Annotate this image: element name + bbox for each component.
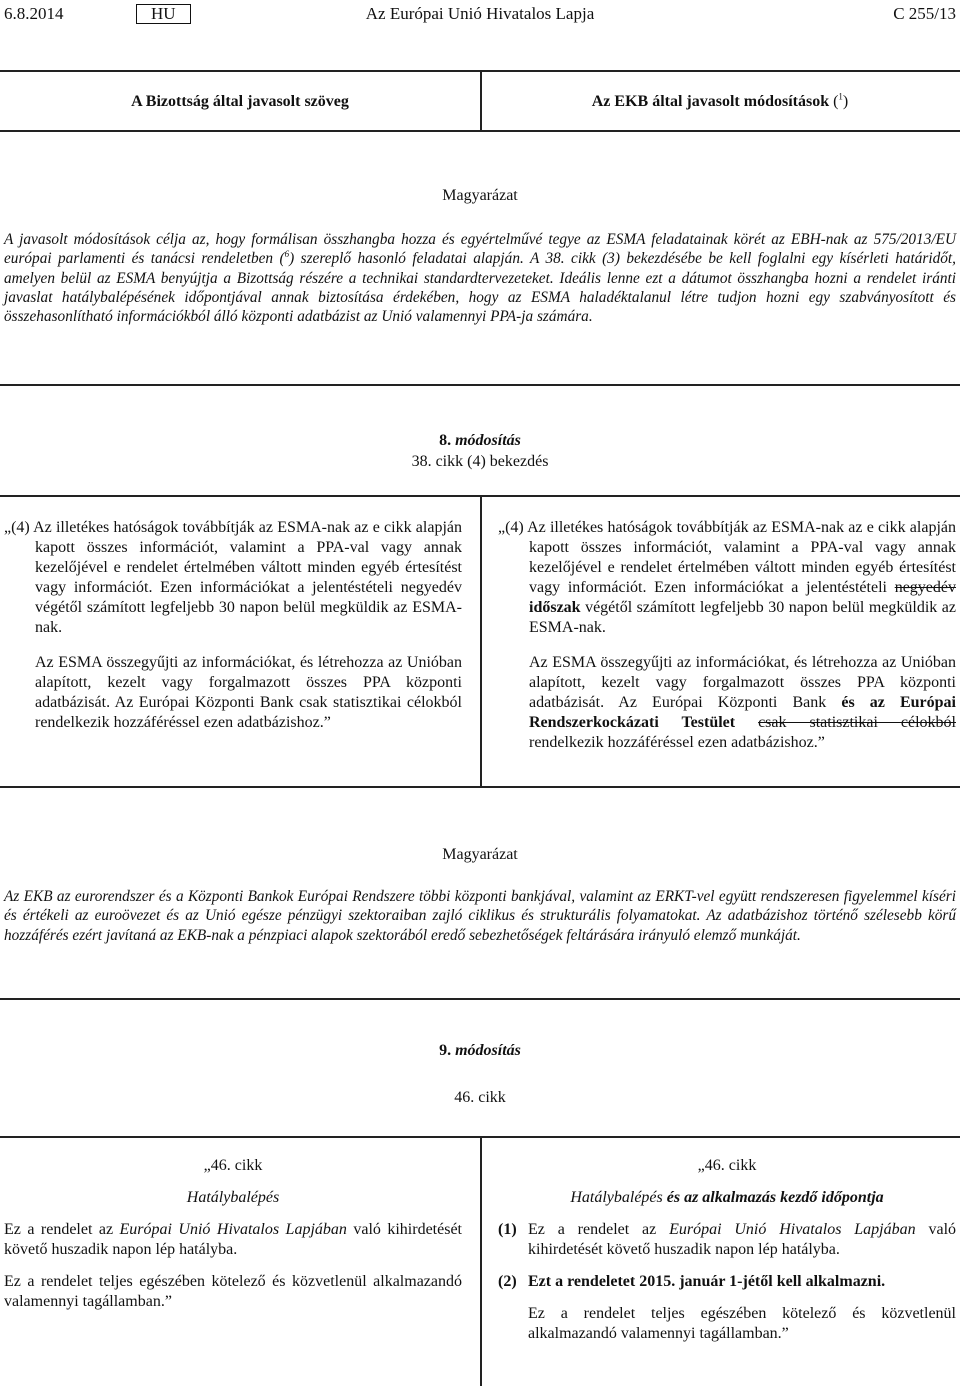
section-rule	[0, 998, 960, 1000]
page-reference: C 255/13	[893, 4, 956, 23]
left-column-heading: A Bizottság által javasolt szöveg	[131, 93, 349, 110]
original-binding-clause: Ez a rendelet teljes egészében kötelező és közvetlenül alkalmazandó valamennyi tagállamban.”	[4, 1273, 462, 1310]
issue-date: 6.8.2014	[4, 4, 64, 23]
amended-paragraph-database: Az ESMA összegyűjti az információkat, és létrehozza az Unióban alapított, kezelt vagy forgalmazott összes PPA központi adatbázisát. Az Európai Központi Bank és az Európai Rendszerkockázati Testület csak statisztikai célokból rendelkezik hozzáféréssel ezen adatbázishoz.”	[529, 654, 956, 751]
inserted-text: Ezt a rendeletet 2015. január 1-jétől kell alkalmazni.	[528, 1273, 886, 1290]
article-title: Hatálybalépés	[186, 1189, 280, 1206]
article-number: „46. cikk	[697, 1157, 757, 1174]
journal-title: Az Európai Unió Hivatalos Lapja	[365, 4, 595, 23]
amendment-9-subtitle: 46. cikk	[454, 1089, 506, 1106]
amended-paragraph-2: (2) Ezt a rendeletet 2015. január 1-jétől kell alkalmazni.	[498, 1273, 886, 1290]
amendment-8-divider	[480, 495, 482, 787]
amendment-9-original-text	[4, 1156, 462, 1312]
amendment-9-title: 9. módosítás	[439, 1042, 521, 1059]
deleted-text: csak statisztikai célokból	[758, 714, 956, 731]
amendment-8-title: 8. módosítás	[439, 432, 521, 449]
original-paragraph-database: Az ESMA összegyűjti az információkat, és létrehozza az Unióban alapított, kezelt vagy forgalmazott összes PPA központi adatbázisát. Az Európai Központi Bank csak statisztikai célokból rendelkezik hozzáféréssel ezen adatbázishoz.”	[35, 654, 462, 731]
original-paragraph-4: „(4) Az illetékes hatóságok továbbítják az ESMA-nak az e cikk alapján kapott összes információt, valamint a PPA-val vagy annak kezelőjével e rendelet értelmében váltott minden egyéb értesítést vagy információt. Ezen információkat a jelentéstételi negyedév végétől számított legfeljebb 30 napon belül megküldik az ESMA-nak.	[4, 519, 462, 636]
amended-paragraph-4: „(4) Az illetékes hatóságok továbbítják az ESMA-nak az e cikk alapján kapott összes információt, valamint a PPA-val vagy annak kezelőjével e rendelet értelmében váltott minden egyéb értesítést vagy információt. Ezen információkat a jelentéstételi negyedév időszak végétől számított legfeljebb 30 napon belül megküldik az ESMA-nak.	[498, 519, 956, 636]
deleted-text: negyedév	[894, 579, 956, 596]
language-code: HU	[136, 4, 191, 24]
inserted-text: és az alkalmazás kezdő időpontja	[666, 1189, 884, 1206]
article-number: „46. cikk	[203, 1157, 263, 1174]
explanation-text: A javasolt módosítások célja az, hogy formálisan összhangba hozza és egyértelművé tegye az ESMA feladatainak körét az EBH-nak az 575/2013/EU európai parlamenti és tanácsi rendeletben ($^6$) szereplő hasonló feladatai alapján. A 38. cikk (3) bekezdésébe be kell foglalni egy kísérleti határidőt, amelyen belül az ESMA benyújtja a Bizottság részére a technikai standardtervezeteket. Ideális lenne ezt a dátumot összhangba hozni a rendelet iránti javaslat hatálybalépésének időpontjával annak biztosítása érdekében, hogy az ESMA haladéktalanul létre tudjon hozni egy szabványosított és összehasonlítható információkból álló központi adatbázist az Unió valamennyi PPA-ja számára.	[4, 231, 956, 326]
inserted-text: időszak	[529, 599, 581, 616]
footnote-ref: 1	[838, 91, 843, 102]
amendment-9-amended-text	[498, 1156, 956, 1344]
section-rule	[0, 384, 960, 386]
amendment-8-bottom-rule	[0, 786, 960, 788]
inserted-text: és az Európai Rendszerkockázati Testület	[529, 694, 956, 731]
explanation-heading: Magyarázat	[442, 846, 518, 863]
amended-paragraph-1: (1) Ez a rendelet az Európai Unió Hivatalos Lapjában való kihirdetését követő huszadik napon lép hatályba.	[498, 1221, 957, 1258]
original-entry-into-force: Ez a rendelet az Európai Unió Hivatalos Lapjában való kihirdetését követő huszadik napon lép hatályba.	[4, 1221, 463, 1258]
amendment-9-divider	[480, 1136, 482, 1386]
amendment-8-subtitle: 38. cikk (4) bekezdés	[411, 453, 549, 470]
amended-binding-clause: Ez a rendelet teljes egészében kötelező és közvetlenül alkalmazandó valamennyi tagállamban.”	[528, 1305, 956, 1342]
explanation-text: Az EKB az eurorendszer és a Központi Bankok Európai Rendszere többi központi bankjával, valamint az ERKT-vel együtt rendszeresen figyelemmel kíséri és értékeli az euroövezet és az Unió egésze pénzügyi szektoraiban zajló ciklikus és strukturális folyamatokat. Az adatbázishoz történő szélesebb körű hozzáférés ezért javítaná az EKB-nak a pénzpiaci alapok szektorából eredő sebezhetőségek feltárására irányuló elemző munkáját.	[4, 888, 956, 944]
table-header-rule	[0, 130, 960, 132]
amendment-8-original-text	[4, 518, 462, 733]
right-column-heading: Az EKB által javasolt módosítások ($^1$)	[591, 91, 849, 110]
amendment-8-amended-text	[498, 518, 956, 753]
article-title: Hatálybalépés és az alkalmazás kezdő időpontja	[570, 1189, 884, 1206]
explanation-heading: Magyarázat	[442, 187, 518, 204]
